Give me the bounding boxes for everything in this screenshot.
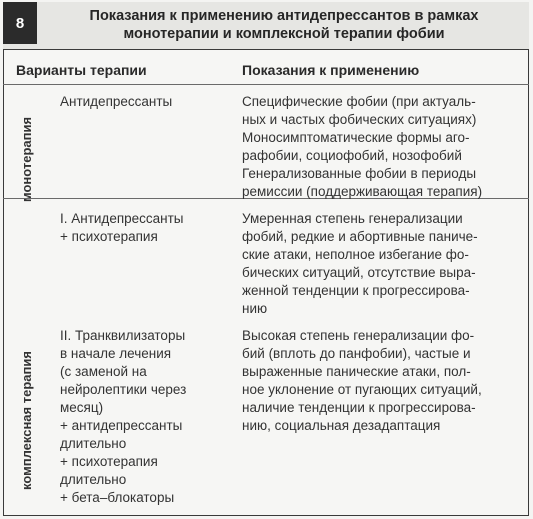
column-header-indications: Показания к применению <box>242 62 420 78</box>
group-label-complex-therapy: комплексная терапия <box>19 351 34 490</box>
table-title-line-2: монотерапии и комплексной терапии фобии <box>123 26 445 42</box>
table-number-badge: 8 <box>3 2 37 44</box>
table-title-line-1: Показания к применению антидепрессантов в рамках <box>89 8 479 24</box>
row-2-therapy: I. Антидепрессанты + психотерапия <box>60 211 184 244</box>
row-3-therapy: II. Транквилизаторы в начале лечения (с заменой на нейролептики через месяц) + антидепрессанты длительно + психотерапия длительно + бета–блокаторы <box>60 328 187 505</box>
header-divider <box>3 84 529 85</box>
table-title <box>44 7 524 43</box>
row-3-indications: Высокая степень генерализации фо- бий (вплоть до панфобии), частые и выраженные панические атаки, пол- ное уклонение от пугающих ситуаций, наличие тенденции к прогрессирова- нию, социальная дезадаптация <box>242 328 482 433</box>
group-label-monotherapy: монотерапия <box>19 116 34 202</box>
row-2-indications: Умеренная степень генерализации фобий, редкие и абортивные паниче- ские атаки, неполное избегание фо- бических ситуаций, отсутствие выра- женной тенденции к прогрессирова- нию <box>242 211 478 316</box>
column-header-therapy: Варианты терапии <box>16 62 147 78</box>
row-1-therapy: Антидепрессанты <box>60 94 173 109</box>
row-1-indications: Специфические фобии (при актуаль- ных и частых фобических ситуациях) Моносимптоматические формы аго- рафобии, социофобий, нозофобий Генерализованные фобии в периоды ремиссии (поддерживающая терапия) <box>242 94 483 199</box>
